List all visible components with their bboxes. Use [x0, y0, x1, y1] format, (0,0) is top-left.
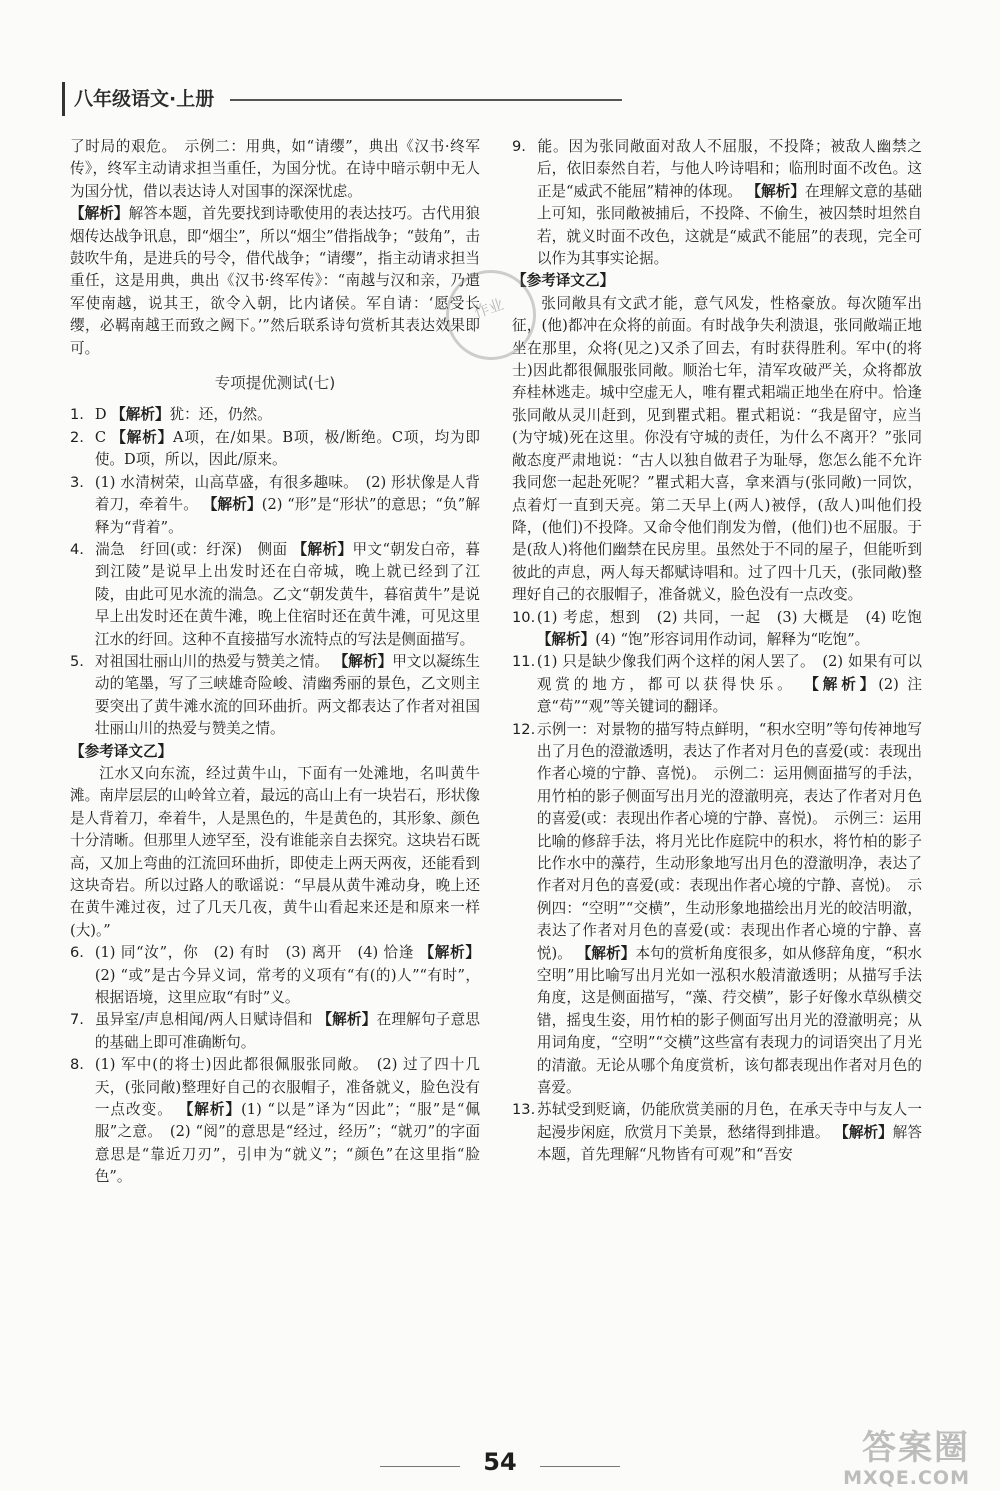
answer-item: 3. (1) 水清树荣，山高草盛，有很多趣味。 (2) 形状像是人背着刀，牵着牛。 【解析】(2) “形”是“形状”的意思；“负”解释为“背着”。	[70, 473, 480, 536]
reference-translation-title: 【参考译文乙】	[70, 742, 173, 760]
analysis-tag: 【解析】	[70, 205, 129, 223]
reference-translation: 张同敞具有文武才能，意气风发，性格豪放。每次随军出征，(他)都冲在众将的前面。有时战争失利溃退，张同敞端正地坐在那里，众将(见之)又杀了回去，有时获得胜利。军中(的将士)因此都很佩服张同敞。顺治七年，清军攻破严关，众将都放弃桂林逃走。城中空虚无人，唯有瞿式耜端正地坐在府中。恰逢张同敞从灵川赶到，见到瞿式耜。瞿式耜说：“我是留守，应当(为守城)死在这里。你没有守城的责任，为什么不离开？”张同敞态度严肃地说：“古人以独自做君子为耻辱，您怎么能不允许我同您一起赴死呢？”瞿式耜大喜，拿来酒与(张同敞)一同饮，点着灯一直到天亮。第二天早上(两人)被俘，(敌人)叫他们投降，(他们)不投降。又命令他们削发为僧，(他们)也不屈服。于是(敌人)将他们幽禁在民房里。虽然处于不同的屋子，但能听到彼此的声息，两人每天都赋诗唱和。过了四十几天，(张同敞)整理好自己的衣服帽子，准备就义，脸色没有一点改变。	[512, 294, 922, 604]
book-title: 八年级语文·上册	[74, 88, 215, 110]
section-title: 专项提优测试(七)	[214, 374, 336, 393]
answer-item: 7. 虽异室/声息相闻/两人日赋诗倡和 【解析】在理解句子意思的基础上即可准确断句。	[70, 1011, 480, 1051]
answer-item: 1. D 【解析】犹：还，仍然。	[70, 406, 272, 424]
answer-item: 8. (1) 军中(的将士)因此都很佩服张同敞。 (2) 过了四十几天，(张同敞)整理好自己的衣服帽子，准备就义，脸色没有一点改变。 【解析】(1) “以是”译为“因此”；“服”是“佩服”之意。 (2) “阅”的意思是“经过，经历”；“就刃”的字面意思是“靠近刀刃”，引申为“就义”；“颜色”在这里指“脸色”。	[70, 1056, 480, 1186]
footer-rule-right	[540, 1466, 620, 1467]
header-bar	[62, 82, 65, 116]
header-rule	[230, 99, 622, 101]
watermark-url: MXQE.COM	[843, 1467, 970, 1489]
answer-item: 5. 对祖国壮丽山川的热爱与赞美之情。 【解析】甲文以凝练生动的笔墨，写了三峡雄奇险峻、清幽秀丽的景色，乙文则主要突出了黄牛滩水流的回环曲折。两文都表达了作者对祖国壮丽山川的热爱与赞美之情。	[70, 652, 480, 738]
homework-stamp: 作业	[434, 258, 547, 371]
left-column	[70, 136, 480, 1189]
answer-item: 12. 示例一：对景物的描写特点鲜明，“积水空明”等句传神地写出了月色的澄澈透明，表达了作者对月色的喜爱(或：表现出作者心境的宁静、喜悦)。 示例二：运用侧面描写的手法，用竹柏的影子侧面写出月光的澄澈明亮，表达了作者对月色的喜爱(或：表现出作者心境的宁静、喜悦)。 示例三：运用比喻的修辞手法，将月光比作庭院中的积水，将竹柏的影子比作水中的藻荇，生动形象地写出月色的澄澈明净，表达了作者对月色的喜爱(或：表现出作者心境的宁静、喜悦)。 示例四：“空明”“交横”，生动形象地描绘出月光的皎洁明澈，表达了作者对月色的喜爱(或：表现出作者心境的宁静、喜悦)。 【解析】本句的赏析角度很多，如从修辞角度，“积水空明”用比喻写出月光如一泓积水般清澈透明；从描写手法角度，这是侧面描写，“藻、荇交横”，影子好像水草纵横交错，摇曳生姿，用竹柏的影子侧面写出月光的澄澈明亮；从用词角度，“空明”“交横”这些富有表现力的词语突出了月光的清澈。无论从哪个角度赏析，该句都表现出作者对月色的喜爱。	[512, 720, 922, 1097]
page-header	[62, 80, 622, 116]
watermark-logo: 答案圈	[862, 1428, 970, 1468]
page-number: 54	[483, 1448, 517, 1476]
reference-translation-title: 【参考译文乙】	[512, 272, 615, 290]
answer-item: 13. 苏轼受到贬谪，仍能欣赏美丽的月色，在承天寺中与友人一起漫步闲庭，欣赏月下美景，愁绪得到排遣。 【解析】解答本题，首先理解“凡物皆有可观”和“吾安	[512, 1101, 922, 1164]
right-column	[512, 136, 922, 1167]
page-footer	[380, 1448, 620, 1478]
answer-item: 2. C 【解析】A项，在/如果。B项，极/断绝。C项，均为即使。D项，所以，因此/原来。	[70, 428, 481, 469]
site-watermark	[843, 1420, 970, 1489]
intro-paragraph: 了时局的艰危。 示例二：用典，如“请缨”，典出《汉书·终军传》，终军主动请求担当重任，为国分忧。在诗中暗示朝中无人为国分忧，借以表达诗人对国事的深深忧虑。	[70, 138, 480, 200]
answer-item: 9. 能。因为张同敞面对敌人不屈服，不投降；被敌人幽禁之后，依旧泰然自若，与他人吟诗唱和；临刑时面不改色。这正是“威武不能屈”精神的体现。 【解析】在理解文意的基础上可知，张同敞被捕后，不投降、不偷生，被囚禁时坦然自若，就义时面不改色，这就是“威武不能屈”的表现，完全可以作为其事实论据。	[512, 138, 922, 268]
intro-analysis: 【解析】解答本题，首先要找到诗歌使用的表达技巧。古代用狼烟传达战争讯息，即“烟尘”，所以“烟尘”借指战争；“鼓角”，击鼓吹牛角，是进兵的号令，借代战争；“请缨”，指主动请求担当重任，这是用典，典出《汉书·终军传》：“南越与汉和亲，乃遣军使南越，说其王，欲令入朝，比内诸侯。军自请：‘愿受长缨，必羁南越王而致之阙下。’”然后联系诗句赏析其表达效果即可。	[70, 205, 480, 357]
answer-item: 10. (1) 考虑，想到 (2) 共同，一起 (3) 大概是 (4) 吃饱 【解析】(4) “饱”形容词用作动词，解释为“吃饱”。	[512, 608, 922, 648]
answer-item: 11. (1) 只是缺少像我们两个这样的闲人罢了。 (2) 如果有可以观赏的地方，都可以获得快乐。 【解析】(2) 注意“苟”“观”等关键词的翻译。	[512, 653, 922, 716]
answer-item: 6. (1) 同“汝”，你 (2) 有时 (3) 离开 (4) 恰逢 【解析】(2) “或”是古今异义词，常考的义项有“有(的)人”“有时”，根据语境，这里应取“有时”义。	[70, 944, 480, 1007]
reference-translation: 江水又向东流，经过黄牛山，下面有一处滩地，名叫黄牛滩。南岸层层的山岭耸立着，最远的高山上有一块岩石，形状像是人背着刀，牵着牛，人是黑色的，牛是黄色的，其形象、颜色十分清晰。但那里人迹罕至，没有谁能亲自去探究。这块岩石既高，又加上弯曲的江流回环曲折，即使走上两天两夜，还能看到这块奇岩。所以过路人的歌谣说：“早晨从黄牛滩动身，晚上还在黄牛滩过夜，过了几天几夜，黄牛山看起来还是和原来一样(大)。”	[70, 764, 480, 939]
answer-item: 4. 湍急 纡回(或：纡深) 侧面 【解析】甲文“朝发白帝，暮到江陵”是说早上出发时还在白帝城，晚上就已经到了江陵，由此可见水流的湍急。乙文“朝发黄牛，暮宿黄牛”是说早上出发时还在黄牛滩，晚上住宿时还在黄牛滩，可见这里江水的纡回。这种不直接描写水流特点的写法是侧面描写。	[70, 540, 480, 648]
